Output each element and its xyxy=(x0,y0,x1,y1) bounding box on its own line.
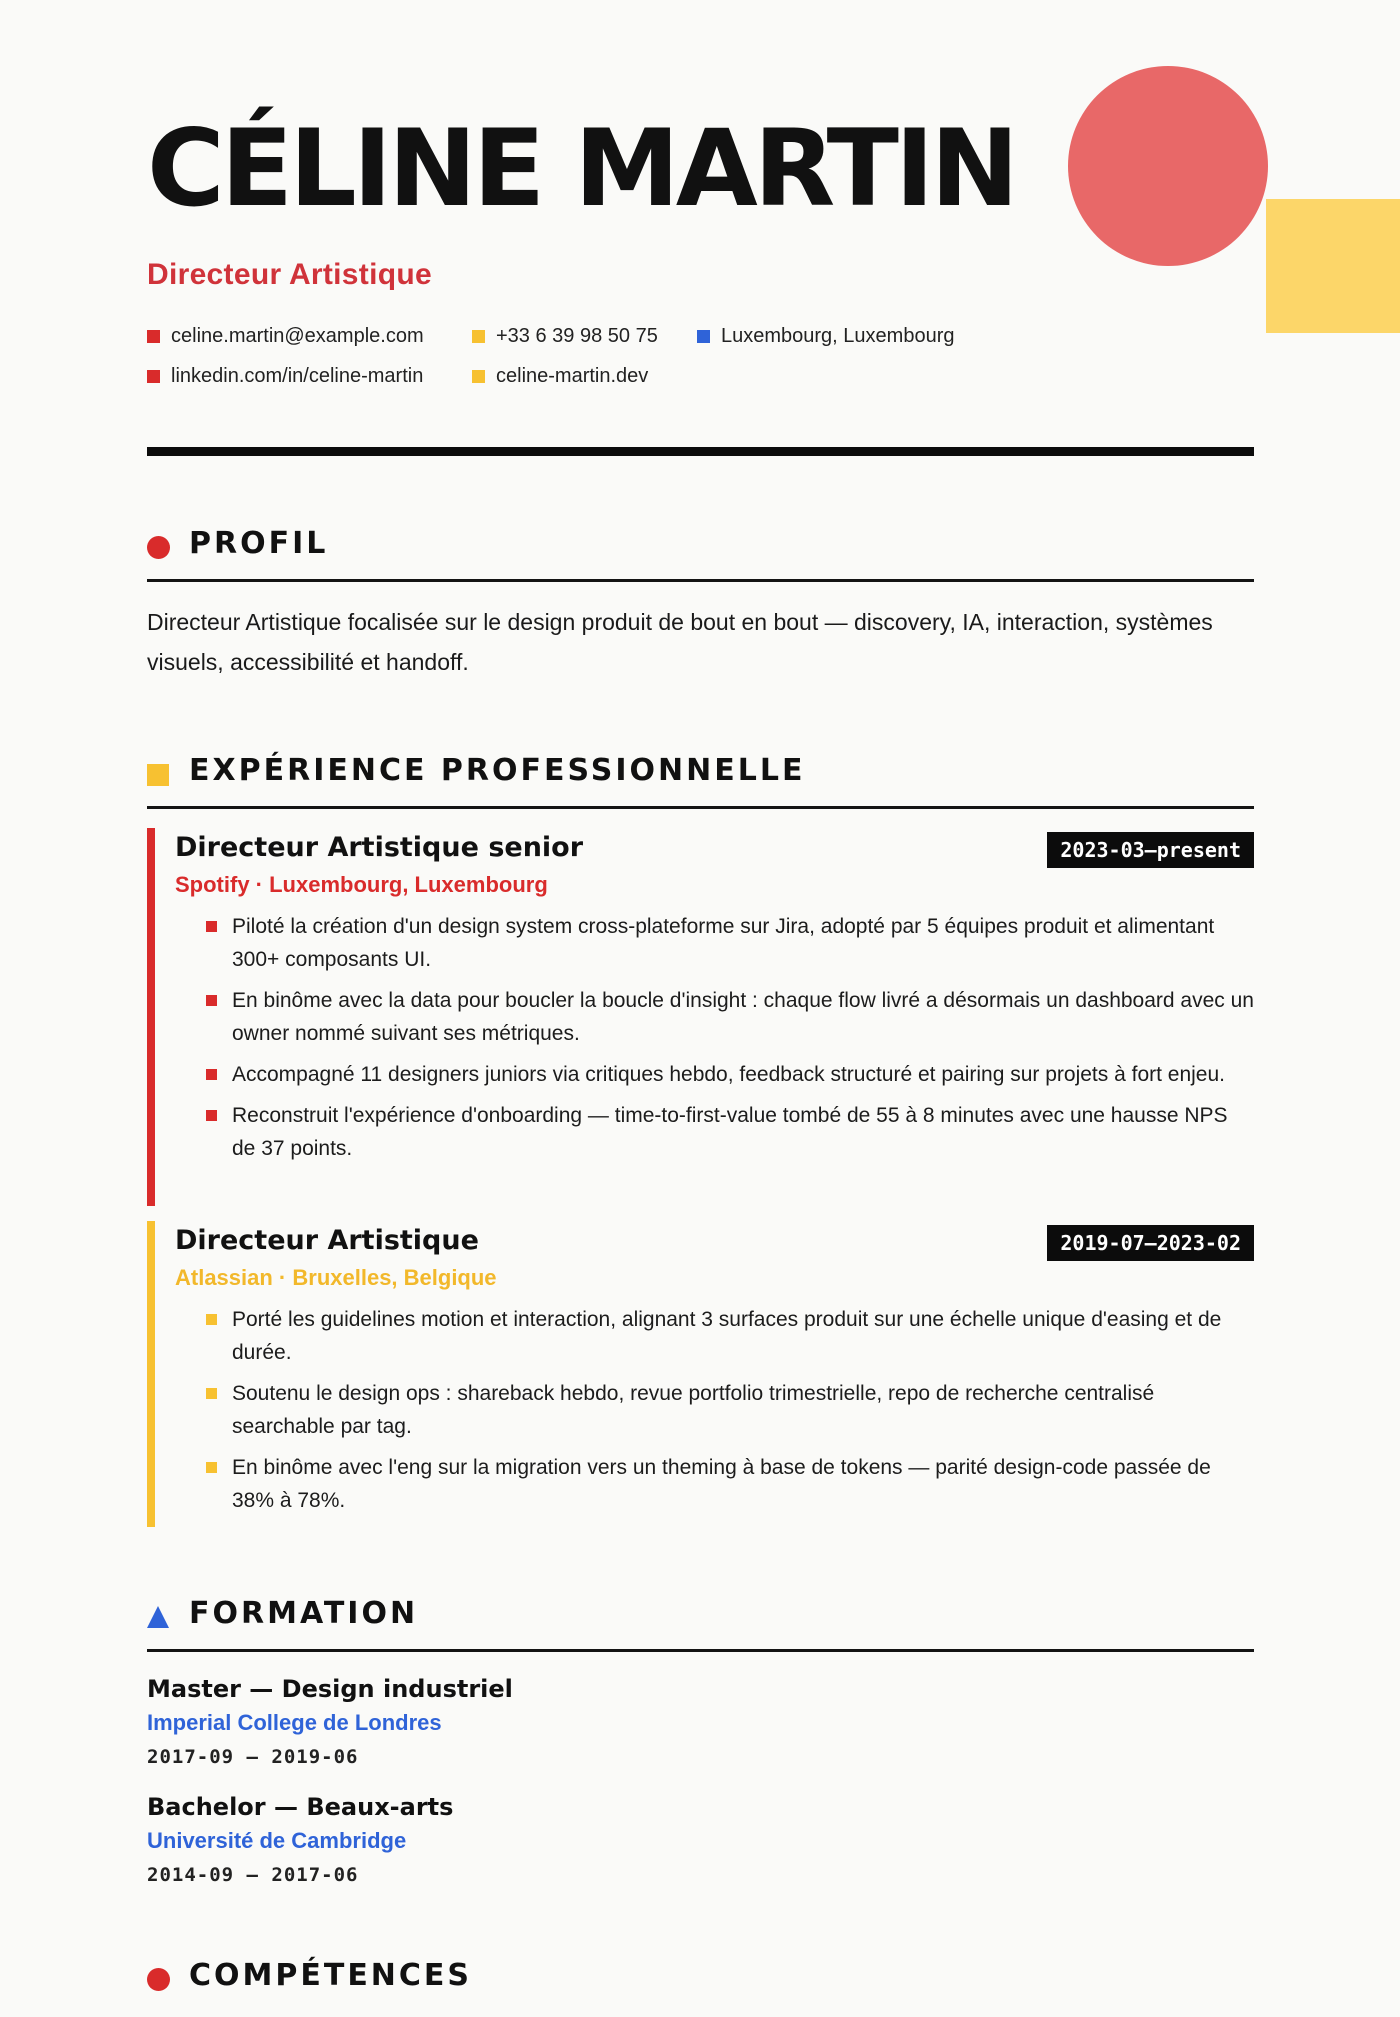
education-entry xyxy=(147,1672,1254,1774)
contact-email-label: celine.martin@example.com xyxy=(171,325,424,347)
list-item: Piloté la création d'un design system cross-plateforme sur Jira, adopté par 5 équipes produit et alimentant 300+ composants UI. xyxy=(175,910,1254,976)
square-bullet-icon xyxy=(206,1069,217,1080)
square-bullet-icon xyxy=(206,1314,217,1325)
education-degree: Master — Design industriel xyxy=(147,1675,513,1703)
section-heading-education xyxy=(147,1590,1254,1652)
experience-role: Directeur Artistique senior xyxy=(175,832,584,863)
section-title: PROFIL xyxy=(189,526,329,561)
section-title: EXPÉRIENCE PROFESSIONNELLE xyxy=(189,753,806,788)
accent-bar xyxy=(147,828,155,1206)
education-dates: 2017-09 – 2019-06 xyxy=(147,1746,359,1768)
education-school: Université de Cambridge xyxy=(147,1828,407,1853)
decorative-circle xyxy=(1068,66,1268,266)
education-degree: Bachelor — Beaux-arts xyxy=(147,1793,454,1821)
square-bullet-icon xyxy=(472,370,485,383)
square-bullet-icon xyxy=(147,330,160,343)
education-entry xyxy=(147,1790,1254,1892)
experience-dates-badge: 2023-03—present xyxy=(1047,832,1254,868)
experience-dates-badge: 2019-07—2023-02 xyxy=(1047,1225,1254,1261)
section-heading-experience xyxy=(147,747,1254,809)
contact-linkedin[interactable] xyxy=(147,365,423,388)
section-title: COMPÉTENCES xyxy=(189,1958,473,1993)
square-bullet-icon xyxy=(472,330,485,343)
profile-summary: Directeur Artistique focalisée sur le design produit de bout en bout — discovery, IA, interaction, systèmes visuels, accessibilité et handoff. xyxy=(147,609,1213,675)
experience-entry xyxy=(147,828,1254,1206)
square-bullet-icon xyxy=(697,330,710,343)
education-school: Imperial College de Londres xyxy=(147,1710,442,1735)
experience-bullets xyxy=(175,910,1254,1173)
square-marker-icon xyxy=(147,764,169,786)
contact-location-label: Luxembourg, Luxembourg xyxy=(721,325,955,347)
contact-email[interactable] xyxy=(147,325,424,348)
decorative-rectangle xyxy=(1266,199,1400,333)
contact-phone-label: +33 6 39 98 50 75 xyxy=(496,325,658,347)
square-bullet-icon xyxy=(206,1388,217,1399)
experience-bullets xyxy=(175,1303,1254,1525)
section-heading-profile xyxy=(147,520,1254,582)
square-bullet-icon xyxy=(206,1110,217,1121)
circle-marker-icon xyxy=(147,536,170,559)
contact-website[interactable] xyxy=(472,365,648,388)
experience-role: Directeur Artistique xyxy=(175,1225,479,1256)
contact-website-label: celine-martin.dev xyxy=(496,365,649,387)
section-title: FORMATION xyxy=(189,1596,419,1631)
square-bullet-icon xyxy=(206,1462,217,1473)
list-item: Porté les guidelines motion et interaction, alignant 3 surfaces produit sur une échelle unique d'easing et de durée. xyxy=(175,1303,1254,1369)
job-title-subtitle: Directeur Artistique xyxy=(147,258,432,291)
list-item: Soutenu le design ops : shareback hebdo, revue portfolio trimestrielle, repo de recherche centralisé searchable par tag. xyxy=(175,1377,1254,1443)
contact-location xyxy=(697,325,954,348)
triangle-marker-icon xyxy=(147,1606,169,1628)
list-item: Accompagné 11 designers juniors via critiques hebdo, feedback structuré et pairing sur projets à fort enjeu. xyxy=(175,1058,1254,1091)
section-heading-skills xyxy=(147,1958,1254,2017)
square-bullet-icon xyxy=(147,370,160,383)
contact-phone[interactable] xyxy=(472,325,658,348)
list-item: Reconstruit l'expérience d'onboarding — time-to-first-value tombé de 55 à 8 minutes avec une hausse NPS de 37 points. xyxy=(175,1099,1254,1165)
candidate-name: CÉLINE MARTIN xyxy=(147,107,1016,230)
list-item: En binôme avec la data pour boucler la boucle d'insight : chaque flow livré a désormais un dashboard avec un owner nommé suivant ses métriques. xyxy=(175,984,1254,1050)
contact-linkedin-label: linkedin.com/in/celine-martin xyxy=(171,365,424,387)
experience-company: Atlassian · Bruxelles, Belgique xyxy=(175,1265,497,1290)
accent-bar xyxy=(147,1221,155,1527)
experience-entry xyxy=(147,1221,1254,1527)
header-divider xyxy=(147,447,1254,456)
list-item: En binôme avec l'eng sur la migration vers un theming à base de tokens — parité design-code passée de 38% à 78%. xyxy=(175,1451,1254,1517)
square-bullet-icon xyxy=(206,995,217,1006)
square-bullet-icon xyxy=(206,921,217,932)
education-dates: 2014-09 – 2017-06 xyxy=(147,1864,359,1886)
experience-company: Spotify · Luxembourg, Luxembourg xyxy=(175,872,548,897)
